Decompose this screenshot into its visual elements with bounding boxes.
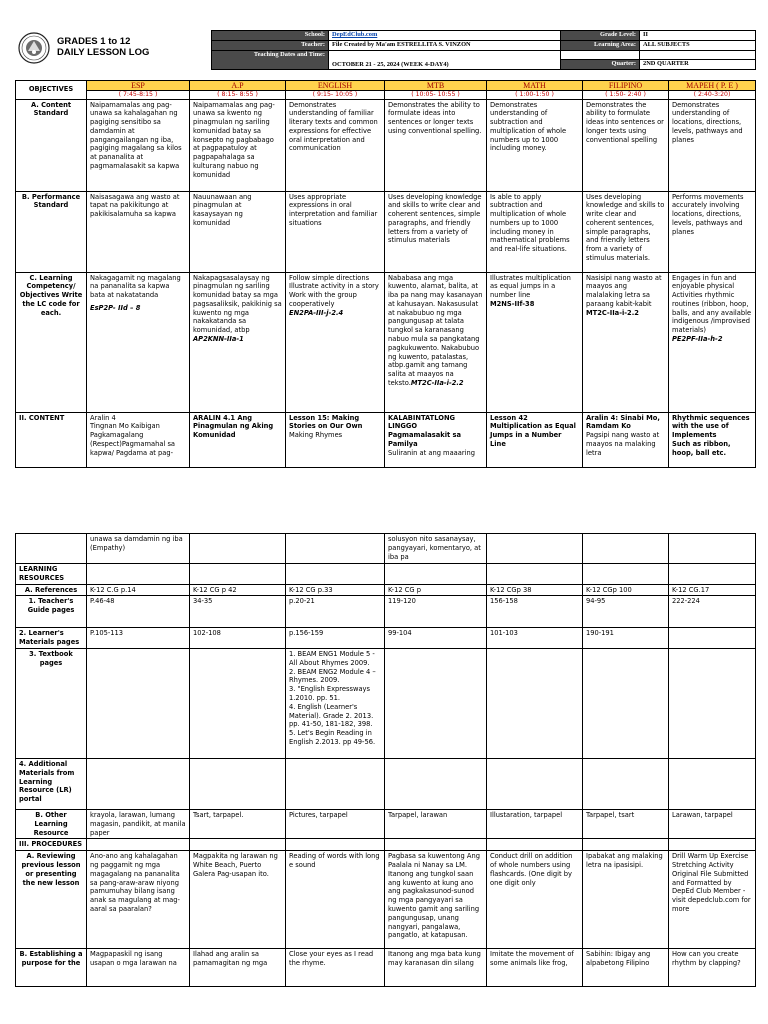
content-cell-ap: [190, 412, 286, 467]
lesson-table-page-2: [15, 533, 756, 987]
school-label: School:: [212, 31, 329, 41]
content-line: Lesson 15: Making Stories on Our Own: [289, 413, 363, 431]
reviewing-label: A. Reviewing previous lesson or presenting the new lesson: [16, 851, 87, 949]
establishing-cell: How can you create rhythm by clapping?: [669, 949, 756, 987]
content-standard-cell: Demonstrates understanding of locations, directions, levels, pathways and planes: [669, 99, 756, 191]
time-english: ( 9:15- 10:05 ): [286, 91, 385, 100]
learning-area-label: Learning Area:: [561, 40, 640, 50]
references-cell: K-12 CGp 100: [583, 584, 669, 596]
content-line: Rhythmic sequences with the use of Implements: [672, 413, 750, 440]
time-esp: ( 7:45-8:15 ): [87, 91, 190, 100]
lc-code: AP2KNN-IIa-1: [193, 335, 244, 344]
content-standard-cell: Naipamamalas ang pag-unawa sa kwento ng pinagmulan ng sariling komunidad batay sa konsepto ng pagbabago at pagpapatuloy at pagpapahalaga sa kulturang nabuo ng komunidad: [190, 99, 286, 191]
performance-standard-label: B. Performance Standard: [16, 191, 87, 272]
page-one: [0, 0, 768, 500]
content-line: Multiplication as Equal Jumps in a Number Line: [490, 422, 576, 448]
references-cell: K-12 C.G p.14: [87, 584, 190, 596]
textbook-ref: 5. Let's Begin Reading in English 2.2013. pp 49-56.: [289, 729, 376, 746]
learners-materials-label: 2. Learner's Materials pages: [16, 628, 87, 649]
content-line: Pagmamalasakit sa Pamilya: [388, 431, 462, 448]
textbook-ref: 1. BEAM ENG1 Module 5 - All About Rhymes 2009.: [289, 649, 375, 667]
content-standard-cell: Demonstrates understanding of subtraction and multiplication of whole numbers up to 1000 including money.: [487, 99, 583, 191]
competency-text: Nasisipi nang wasto at maayos ang malalaking letra sa paraang kabit-kabit: [586, 273, 662, 308]
content-line: Suliranin at ang maaaring: [388, 448, 475, 457]
other-resources-cell: Larawan, tarpapel: [669, 809, 756, 838]
content-line: Lesson 42: [490, 413, 528, 422]
teachers-guide-cell: 34-35: [190, 596, 286, 628]
references-cell: K-12 CG p.33: [286, 584, 385, 596]
learners-materials-cell: 101-103: [487, 628, 583, 649]
competency-cell: [286, 272, 385, 412]
learners-materials-cell: [669, 628, 756, 649]
competency-text: Follow simple directions Illustrate activity in a story Work with the group cooperatively: [289, 273, 379, 308]
additional-materials-label: 4. Additional Materials from Learning Resource (LR) portal: [16, 758, 87, 809]
other-resources-cell: Illustaration, tarpapel: [487, 809, 583, 838]
teacher-label: Teacher:: [212, 40, 329, 50]
other-resources-cell: Pictures, tarpapel: [286, 809, 385, 838]
competency-label: C. Learning Competency/ Objectives Write the LC code for each.: [16, 272, 87, 412]
subject-filipino: FILIPINO: [583, 81, 669, 91]
content-standard-cell: Naipamamalas ang pag-unawa sa kahalagahan ng pagiging sensitibo sa damdamin at pangangailangan ng iba, pagiging magalang sa kilos at pananalita at pagmamalasakit sa kapwa: [87, 99, 190, 191]
content-continued-mtb: solusyon nito sasanaysay, pangyayari, komentaryo, at iba pa: [385, 534, 487, 564]
performance-standard-cell: Naisasagawa ang wasto at tapat na pakikitungo at pakikisalamuha sa kapwa: [87, 191, 190, 272]
references-cell: K-12 CGp 38: [487, 584, 583, 596]
performance-standard-cell: Performs movements accurately involving locations, directions, levels, pathways and planes: [669, 191, 756, 272]
reviewing-cell: Ano-ano ang kahalagahan ng paggamit ng mga magagalang na pananalita sa pang-araw-araw niyong pamumuhay bilang isang anak sa magulang at mag-aaral sa paaralan?: [87, 851, 190, 949]
lc-code: MT2C-IIa-i-2.2: [410, 379, 464, 388]
content-cell-english: [286, 412, 385, 467]
competency-cell: [487, 272, 583, 412]
lc-code: EN2PA-III-j-2.4: [289, 308, 344, 317]
establishing-cell: Imitate the movement of some animals like frog,: [487, 949, 583, 987]
establishing-cell: Close your eyes as I read the rhyme.: [286, 949, 385, 987]
procedures-label: III. PROCEDURES: [16, 839, 87, 851]
other-resources-cell: krayola, larawan, lumang magasin, pandikit, at manila paper: [87, 809, 190, 838]
other-resources-cell: Tarpapel, larawan: [385, 809, 487, 838]
time-math: ( 1:00-1:50 ): [487, 91, 583, 100]
log-header: [15, 30, 755, 70]
learners-materials-cell: 102-108: [190, 628, 286, 649]
textbook-cell-english: [286, 648, 385, 758]
references-cell: K-12 CG p 42: [190, 584, 286, 596]
time-mapeh: ( 2:40-3:20): [669, 91, 756, 100]
title-line-2: DAILY LESSON LOG: [57, 47, 150, 58]
quarter-value: 2ND QUARTER: [640, 60, 756, 70]
content-standard-cell: Demonstrates the ability to formulate ideas into sentences or longer texts using conventional spelling.: [385, 99, 487, 191]
reviewing-cell: Drill Warm Up Exercise Stretching Activity Original File Submitted and Formatted by DepEd Club Member - visit depedclub.com for more: [669, 851, 756, 949]
lc-code: EsP2P- IId – 8: [90, 303, 141, 312]
content-line: ARALIN 4.1 Ang Pinagmulan ng Aking Komunidad: [193, 413, 274, 440]
lesson-table-page-1: [15, 80, 756, 468]
teachers-guide-cell: 156-158: [487, 596, 583, 628]
other-resources-cell: Tsart, tarpapel.: [190, 809, 286, 838]
establishing-cell: Magpapaskil ng isang usapan o mga larawan na: [87, 949, 190, 987]
content-line: Making Rhymes: [289, 431, 343, 440]
reviewing-cell: Ipabakat ang malaking letra na ipasisipi.: [583, 851, 669, 949]
time-mtb: ( 10:05- 10:55 ): [385, 91, 487, 100]
teachers-guide-label: 1. Teacher's Guide pages: [16, 596, 87, 628]
references-cell: K-12 CG.17: [669, 584, 756, 596]
content-standard-label: A. Content Standard: [16, 99, 87, 191]
competency-cell: [583, 272, 669, 412]
performance-standard-cell: Nauunawaan ang pinagmulan at kasaysayan ng komunidad: [190, 191, 286, 272]
teachers-guide-cell: p.20-21: [286, 596, 385, 628]
textbook-ref: 4. English (Learner's Material). Grade 2. 2013. pp. 41-50, 181-182, 398.: [289, 702, 374, 729]
page-two: [0, 500, 768, 1024]
time-filipino: ( 1:50- 2:40 ): [583, 91, 669, 100]
content-cell-mtb: [385, 412, 487, 467]
learners-materials-cell: P.105-113: [87, 628, 190, 649]
references-label: A. References: [16, 584, 87, 596]
content-line: KALABINTATLONG LINGGO: [388, 413, 456, 431]
header-info-table: [211, 30, 756, 70]
content-line: Tingnan Mo Kaibigan: [90, 422, 160, 431]
content-line: Such as ribbon, hoop, ball etc.: [672, 439, 731, 457]
performance-standard-cell: Is able to apply subtraction and multiplication of whole numbers up to 1000 including money in mathematical problems and real-life situations.: [487, 191, 583, 272]
competency-cell: [385, 272, 487, 412]
establishing-cell: Sabihin: Ibigay ang alpabetong Filipino: [583, 949, 669, 987]
teachers-guide-cell: 222-224: [669, 596, 756, 628]
subject-ap: A.P: [190, 81, 286, 91]
subject-english: ENGLISH: [286, 81, 385, 91]
content-standard-cell: Demonstrates understanding of familiar literary texts and common expressions for effective oral interpretation and communication: [286, 99, 385, 191]
content-continued-esp: unawa sa damdamin ng iba (Empathy): [87, 534, 190, 564]
competency-text: Nakapagsasalaysay ng pinagmulan ng sariling komunidad batay sa mga pagsasaliksik, pakikinig sa kuwento ng mga nakakatanda sa komunidad, atbp: [193, 273, 282, 335]
performance-standard-cell: Uses appropriate expressions in oral interpretation and familiar situations: [286, 191, 385, 272]
content-line: Pagsipi nang wasto at maayos na malaking letra: [586, 431, 660, 457]
reviewing-cell: Pagbasa sa kuwentong Ang Paalala ni Nanay sa LM. Itanong ang tungkol saan ang kuwento at kung ano ang pagkakasunod-sunod ng mga pangyayari sa kuwento gamit ang sariling pangungusap, unang nangyari, pangalawa, pangatlo, at katapusan.: [385, 851, 487, 949]
objectives-label: OBJECTIVES: [16, 81, 87, 100]
content-line: Aralin 4: [90, 413, 116, 422]
learners-materials-cell: 190-191: [583, 628, 669, 649]
performance-standard-cell: Uses developing knowledge and skills to write clear and coherent sentences, simple paragraphs, and friendly letters from a variety of stimulus materials.: [583, 191, 669, 272]
reviewing-cell: Magpakita ng larawan ng White Beach, Puerto Galera Pag-usapan ito.: [190, 851, 286, 949]
competency-text: Engages in fun and enjoyable physical Activities rhythmic routines (ribbon, hoop, balls, and any available indigenous /improvised materials): [672, 273, 752, 335]
learning-area-value: ALL SUBJECTS: [640, 40, 756, 50]
teachers-guide-cell: 94-95: [583, 596, 669, 628]
learners-materials-cell: 99-104: [385, 628, 487, 649]
teacher-value: File Created by Ma'am ESTRELLITA S. VINZON: [329, 40, 561, 50]
content-line: Aralin 4: Sinabi Mo, Ramdam Ko: [586, 413, 660, 431]
competency-cell: [669, 272, 756, 412]
subject-math: MATH: [487, 81, 583, 91]
competency-cell: [87, 272, 190, 412]
quarter-label: Quarter:: [561, 60, 640, 70]
textbook-ref: 2. BEAM ENG2 Module 4 – Rhymes. 2009.: [289, 667, 376, 685]
lc-code: MT2C-IIa-i-2.2: [586, 308, 639, 317]
time-ap: ( 8:15- 8:55 ): [190, 91, 286, 100]
references-cell: K-12 CG p: [385, 584, 487, 596]
reviewing-cell: Reading of words with long e sound: [286, 851, 385, 949]
content-line: Pagkamagalang (Respect)Pagmamahal sa kapwa/ Pagdama at pag-: [90, 431, 176, 457]
subject-mtb: MTB: [385, 81, 487, 91]
establishing-label: B. Establishing a purpose for the: [16, 949, 87, 987]
title-line-1: GRADES 1 to 12: [57, 36, 131, 47]
other-resources-label: B. Other Learning Resource: [16, 809, 87, 838]
textbook-label: 3. Textbook pages: [16, 648, 87, 758]
establishing-cell: Ilahad ang aralin sa pamamagitan ng mga: [190, 949, 286, 987]
content-cell-esp: [87, 412, 190, 467]
content-cell-math: [487, 412, 583, 467]
learners-materials-cell: p.156-159: [286, 628, 385, 649]
reviewing-cell: Conduct drill on addition of whole numbers using flashcards. (One digit by one digit only: [487, 851, 583, 949]
subject-mapeh: MAPEH ( P. E ): [669, 81, 756, 91]
deped-seal-logo: [18, 32, 50, 64]
other-resources-cell: Tarpapel, tsart: [583, 809, 669, 838]
content-label: II. CONTENT: [16, 412, 87, 467]
content-cell-filipino: [583, 412, 669, 467]
dates-label: Teaching Dates and Time:: [212, 50, 329, 70]
subject-esp: ESP: [87, 81, 190, 91]
grade-label: Grade Level:: [561, 31, 640, 41]
competency-cell: [190, 272, 286, 412]
grade-value: II: [640, 31, 756, 41]
log-title: [57, 36, 149, 58]
establishing-cell: Itanong ang mga bata kung may karanasan din silang: [385, 949, 487, 987]
content-cell-mapeh: [669, 412, 756, 467]
competency-text: Illustrates multiplication as equal jumps in a number line: [490, 273, 571, 300]
school-value-link[interactable]: DepEdClub.com: [329, 31, 561, 41]
competency-text: Nababasa ang mga kuwento, alamat, balita, at iba pa nang may kasanayan at kahusayan. Nakasusulat at nakabubuo ng mga pangungusap at talata tungkol sa karanasang nabuo mula sa pangkatang pagkukuwento. Nakabubuo ng kuwento, patalastas, atbp.gamit ang tamang salita at maayos na teksto.: [388, 273, 483, 388]
dates-value: OCTOBER 21 - 25, 2024 (WEEK 4-DAY4): [329, 50, 561, 70]
teachers-guide-cell: P.46-48: [87, 596, 190, 628]
competency-text: Nakagagamit ng magalang na pananalita sa kapwa bata at nakatatanda: [90, 273, 181, 300]
performance-standard-cell: Uses developing knowledge and skills to write clear and coherent sentences, simple paragraphs, and friendly letters from a variety of stimulus materials: [385, 191, 487, 272]
lc-code: PE2PF-IIa-h-2: [672, 335, 723, 344]
textbook-ref: 3. "English Expressways 1.2010. pp. 51.: [289, 685, 370, 702]
lc-code: M2NS-IIf-38: [490, 299, 535, 308]
content-standard-cell: Demonstrates the ability to formulate ideas into sentences or longer texts using conventional spelling: [583, 99, 669, 191]
teachers-guide-cell: 119-120: [385, 596, 487, 628]
learning-resources-label: LEARNING RESOURCES: [16, 564, 87, 585]
